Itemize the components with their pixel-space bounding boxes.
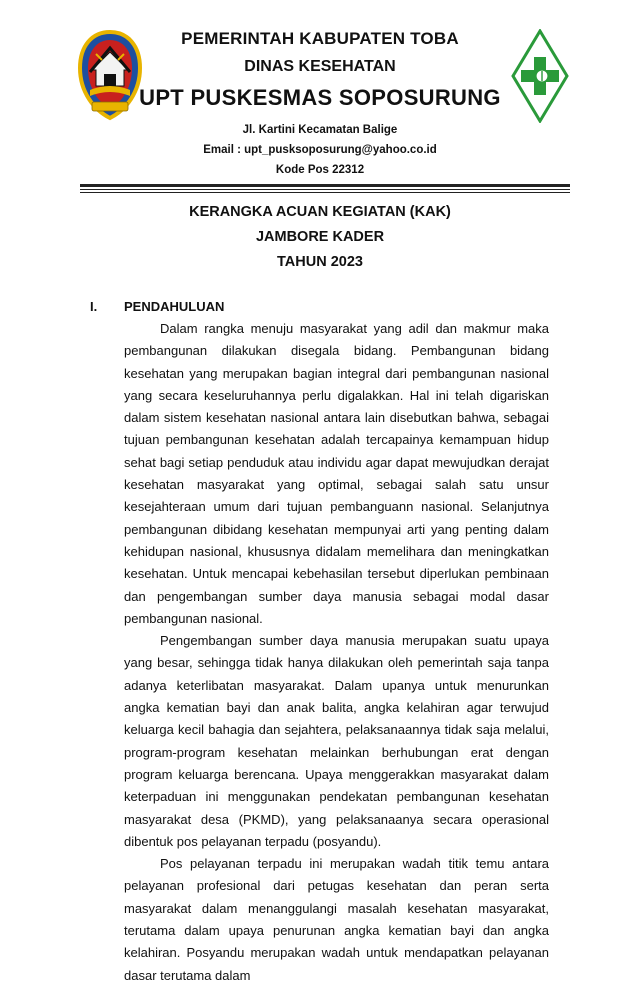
email-line: Email : upt_pusksoposurung@yahoo.co.id [203,144,437,156]
activity-name: JAMBORE KADER [255,229,385,245]
letterhead-divider-thin [80,189,570,190]
letterhead-divider-thin [80,192,570,193]
government-name: PEMERINTAH KABUPATEN TOBA [181,29,459,48]
postal-code-line: Kode Pos 22312 [275,164,365,176]
section-body [124,318,549,987]
paragraph: Pos pelayanan terpadu ini merupakan wadah titik temu antara pelayanan profesional dari petugas kesehatan dan peran serta masyarakat dalam menanggulangi masalah kesehatan masyarakat, terutama dalam upaya penurunan angka kematian bayi dan angka kelahiran. Posyandu merupakan wadah untuk mendapatkan pelayanan dasar terutama dalam [124,856,549,983]
letterhead-divider-thick [80,184,570,187]
unit-name: UPT PUSKESMAS SOPOSURUNG [139,85,501,110]
section-number: I. [90,299,98,314]
office-name: DINAS KESEHATAN [244,58,396,75]
paragraph: Dalam rangka menuju masyarakat yang adil dan makmur maka pembangunan dilakukan disegala bidang. Pembangunan bidang kesehatan yang merupakan bagian integral dari pembangunan nasional yang secara keseluruhannya perlu digalakkan. Hal ini telah digariskan dalam sistem kesehatan nasional antara lain disebutkan bahwa, sebagai tujuan pembangunan kesehatan adalah tercapainya kemampuan hidup sehat bagi setiap penduduk atau individu agar dapat mewujudkan derajat kesehatan masyarakat yang optimal, sebagai salah satu unsur kesejahteraan umum dari tujuan pembanguann nasional. Selanjutnya pembangunan dibidang kesehatan mempunyai arti yang penting dalam kehidupan nasional, khususnya didalam memelihara dan meningkatkan kesehatan. Untuk mencapai kebehasilan tersebut diperlukan pembinaan dan pengembangan sumber daya manusia sebagai modal dasar pembangunan nasional. [124,321,549,626]
paragraph: Pengembangan sumber daya manusia merupakan suatu upaya yang besar, sehingga tidak hanya dilakukan oleh pemerintah saja tanpa adanya keterlibatan masyarakat. Dalam upanya untuk menurunkan angka kematian bayi dan anak balita, angka kelahiran agar terwujud keluarga kecil bahagia dan sejahtera, pelaksanaannya tidak saja melalui, program-program kesehatan melainkan berhubungan erat dengan program keluarga berencana. Upaya menggerakkan masyarakat dalam keterpaduan ini menggunakan pendekatan pembangunan kesehatan masyarakat desa (PKMD), yang pelaksanaanya secara operasional dibentuk pos pelayanan terpadu (posyandu). [124,633,549,849]
address-line: Jl. Kartini Kecamatan Balige [242,124,398,136]
document-year: TAHUN 2023 [277,254,363,270]
section-title: PENDAHULUAN [124,299,225,314]
document-title: KERANGKA ACUAN KEGIATAN (KAK) [189,204,451,220]
